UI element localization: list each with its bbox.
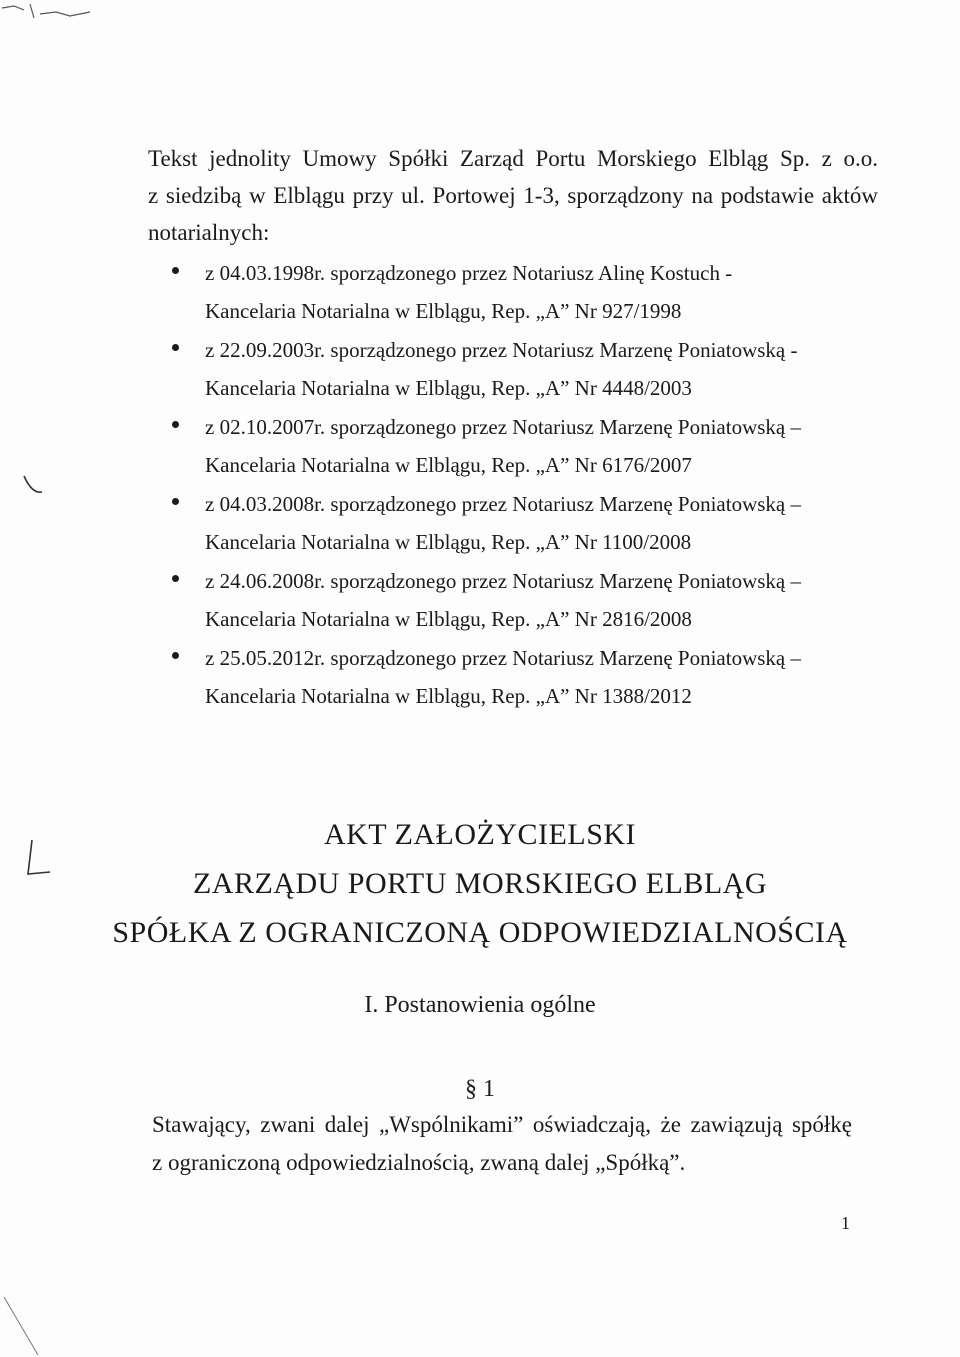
deed-line: Kancelaria Notarialna w Elblągu, Rep. „A” Nr 1100/2008 — [205, 530, 692, 554]
deed-item — [170, 408, 860, 485]
deed-line: Kancelaria Notarialna w Elblągu, Rep. „A” Nr 927/1998 — [205, 299, 682, 323]
deed-item — [170, 562, 860, 639]
intro-text — [148, 140, 878, 251]
document-title: ZARZĄDU PORTU MORSKIEGO ELBLĄG — [192, 867, 768, 900]
scan-mark-top-left — [0, 0, 96, 40]
deed-item — [170, 639, 860, 716]
bullet-icon — [172, 267, 179, 274]
deed-line: Kancelaria Notarialna w Elblągu, Rep. „A” Nr 4448/2003 — [205, 376, 692, 400]
deed-line: Kancelaria Notarialna w Elblągu, Rep. „A” Nr 1388/2012 — [205, 684, 692, 708]
scan-mark-bottom-left — [0, 1295, 40, 1357]
deed-item — [170, 254, 860, 331]
notarial-deeds-list — [170, 254, 860, 716]
document-title: SPÓŁKA Z OGRANICZONĄ ODPOWIEDZIALNOŚCIĄ — [112, 916, 848, 949]
intro-line: notarialnych: — [148, 220, 270, 245]
bullet-icon — [172, 652, 179, 659]
body-line: Stawający, zwani dalej „Wspólnikami” oświadczają, że zawiązują spółkę — [152, 1112, 852, 1137]
deed-line: z 24.06.2008r. sporządzonego przez Notariusz Marzenę Poniatowską – — [205, 569, 801, 593]
deed-item — [170, 331, 860, 408]
deed-line: z 02.10.2007r. sporządzonego przez Notariusz Marzenę Poniatowską – — [205, 415, 801, 439]
paragraph-sign: § 1 — [465, 1076, 495, 1102]
intro-line: Tekst jednolity Umowy Spółki Zarząd Portu Morskiego Elbląg Sp. z o.o. — [148, 146, 878, 171]
scan-mark-left — [22, 470, 44, 500]
bullet-icon — [172, 498, 179, 505]
deed-line: Kancelaria Notarialna w Elblągu, Rep. „A” Nr 2816/2008 — [205, 607, 692, 631]
section-heading: I. Postanowienia ogólne — [364, 992, 596, 1018]
bullet-icon — [172, 575, 179, 582]
body-line: z ograniczoną odpowiedzialnością, zwaną dalej „Spółką”. — [152, 1150, 686, 1175]
deed-line: z 04.03.2008r. sporządzonego przez Notariusz Marzenę Poniatowską – — [205, 492, 801, 516]
deed-item — [170, 485, 860, 562]
page-number: 1 — [841, 1213, 850, 1233]
deed-line: Kancelaria Notarialna w Elblągu, Rep. „A” Nr 6176/2007 — [205, 453, 692, 477]
deed-line: z 04.03.1998r. sporządzonego przez Notariusz Alinę Kostuch - — [205, 261, 733, 285]
bullet-icon — [172, 344, 179, 351]
body-text — [152, 1106, 852, 1182]
intro-line: z siedzibą w Elblągu przy ul. Portowej 1-3, sporządzony na podstawie aktów — [148, 183, 878, 208]
deed-line: z 25.05.2012r. sporządzonego przez Notariusz Marzenę Poniatowską – — [205, 646, 801, 670]
deed-line: z 22.09.2003r. sporządzonego przez Notariusz Marzenę Poniatowską - — [205, 338, 798, 362]
bullet-icon — [172, 421, 179, 428]
document-title: AKT ZAŁOŻYCIELSKI — [323, 818, 637, 851]
